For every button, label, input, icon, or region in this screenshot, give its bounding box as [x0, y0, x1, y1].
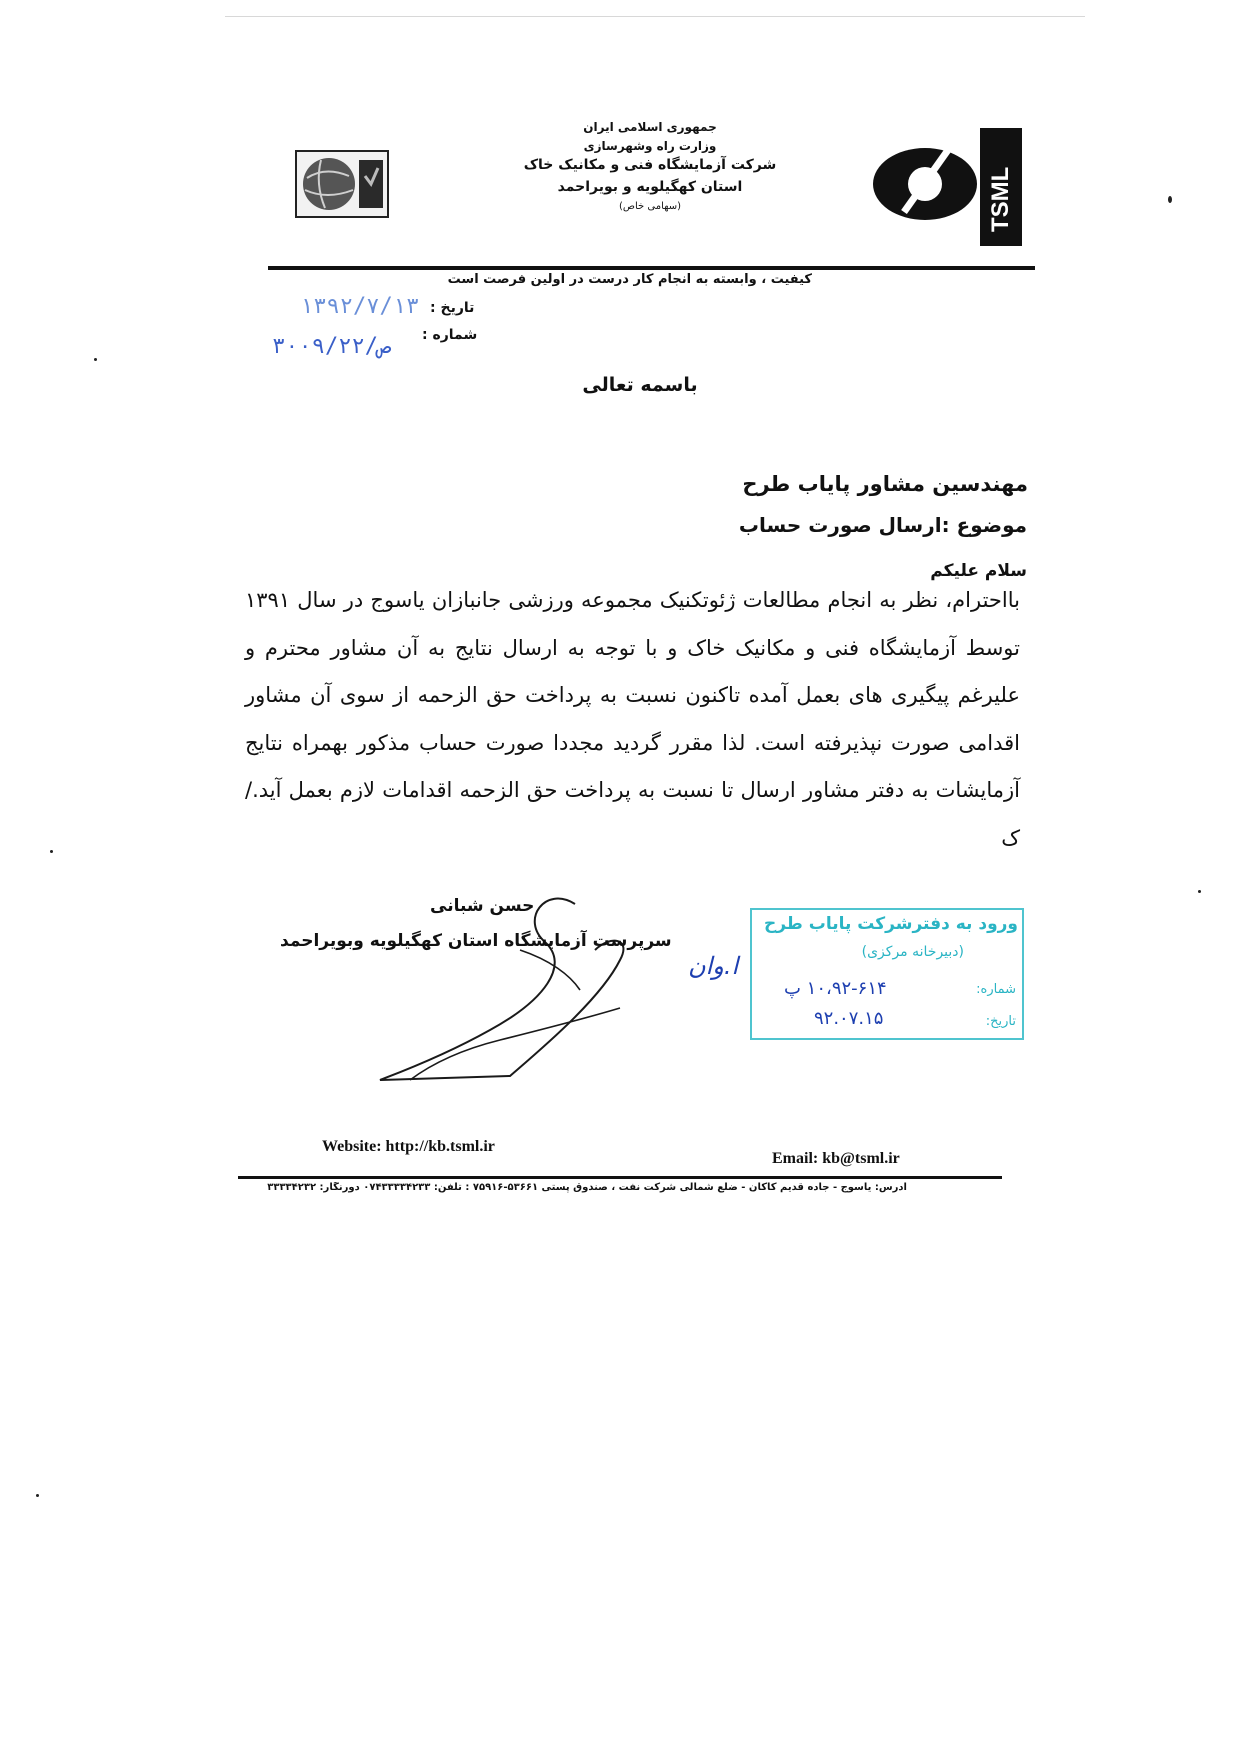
handwritten-letter-number: ۳۰۰۹/ص/۲۲	[272, 334, 392, 359]
stamp-date-value: ۹۲.۰۷.۱۵	[814, 1008, 884, 1029]
signature-stroke-3	[520, 950, 580, 990]
signer-title: سرپرست آزمایشگاه استان کهگیلویه وبویراحمد	[280, 931, 672, 951]
signature-stroke	[380, 899, 623, 1080]
footer-email: Email: kb@tsml.ir	[772, 1150, 900, 1167]
signature-stroke-2	[410, 1008, 620, 1080]
scan-edge-line	[225, 16, 1085, 17]
header-line-province: استان کهگیلویه و بویراحمد	[557, 178, 743, 195]
header-line-company-type: (سهامی خاص)	[618, 200, 682, 212]
received-stamp	[750, 908, 1024, 1040]
header-line-country: جمهوری اسلامی ایران	[583, 120, 717, 134]
quality-seal-logo	[295, 150, 389, 218]
letterhead-text	[520, 118, 780, 214]
greeting: سلام علیکم	[930, 561, 1027, 581]
stamp-number-label: شماره:	[976, 982, 1016, 997]
tsml-logo	[870, 128, 1030, 246]
subject-line: موضوع :ارسال صورت حساب	[738, 513, 1027, 537]
scan-speck	[94, 358, 97, 361]
basmala-heading: باسمه تعالی	[582, 374, 698, 396]
recipient: مهندسین مشاور پایاب طرح	[742, 472, 1028, 496]
letter-body: بااحترام، نظر به انجام مطالعات ژئوتکنیک مجموعه ورزشی جانبازان یاسوج در سال ۱۳۹۱ توسط آزمایشگاه فنی و مکانیک خاک و با توجه به ارسال نتایج به آن مشاور محترم و علیرغم پیگیری های بعمل آمده تاکنون نسبت به پرداخت حق الزحمه از سوی آن مشاور اقدامی صورت نپذیرفته است. لذا مقرر گردید مجددا صورت حساب مذکور بهمراه نتایج آزمایشات به دفتر مشاور ارسال تا نسبت به پرداخت حق الزحمه اقدامات لازم بعمل آید./ک	[245, 588, 1020, 850]
header-line-company: شرکت آزمایشگاه فنی و مکانیک خاک	[523, 157, 777, 174]
date-label: تاریخ :	[430, 300, 475, 316]
scan-speck	[1198, 890, 1201, 893]
company-motto: کیفیت ، وابسته به انجام کار درست در اولین فرصت است	[447, 272, 812, 287]
stamp-date-label: تاریخ:	[985, 1014, 1016, 1029]
signer-name: حسن شبانی	[430, 896, 535, 916]
footer-address: آدرس: یاسوج - جاده قدیم کاکان - ضلع شمالی شرکت نفت ، صندوق پستی ۵۳۶۶۱-۷۵۹۱۶ : تلفن: ۰۷۴۳۳۳۳۴۲۳۳ دورنگار: ۳۳۳۳۴۲۳۲	[267, 1182, 907, 1193]
footer-divider	[238, 1176, 1002, 1179]
number-label: شماره :	[422, 327, 478, 343]
header-line-ministry: وزارت راه وشهرسازی	[583, 138, 717, 153]
handwritten-note: ا.وان	[688, 952, 739, 980]
scan-speck	[50, 850, 53, 853]
header-divider	[268, 266, 1035, 270]
stamp-number-value: ۱۰،۹۲-۶۱۴ پ	[784, 978, 887, 999]
scan-speck	[1168, 196, 1172, 203]
logo-text: TSML	[987, 166, 1014, 232]
stamp-title: ورود به دفترشرکت پایاب طرح	[763, 914, 1018, 934]
scan-speck	[36, 1494, 39, 1497]
globe-icon	[303, 158, 355, 210]
footer-website: Website: http://kb.tsml.ir	[322, 1138, 495, 1155]
handwritten-date: ۱۳۹۲/۷/۱۳	[300, 294, 420, 319]
stamp-subtitle: (دبیرخانه مرکزی)	[861, 944, 964, 960]
